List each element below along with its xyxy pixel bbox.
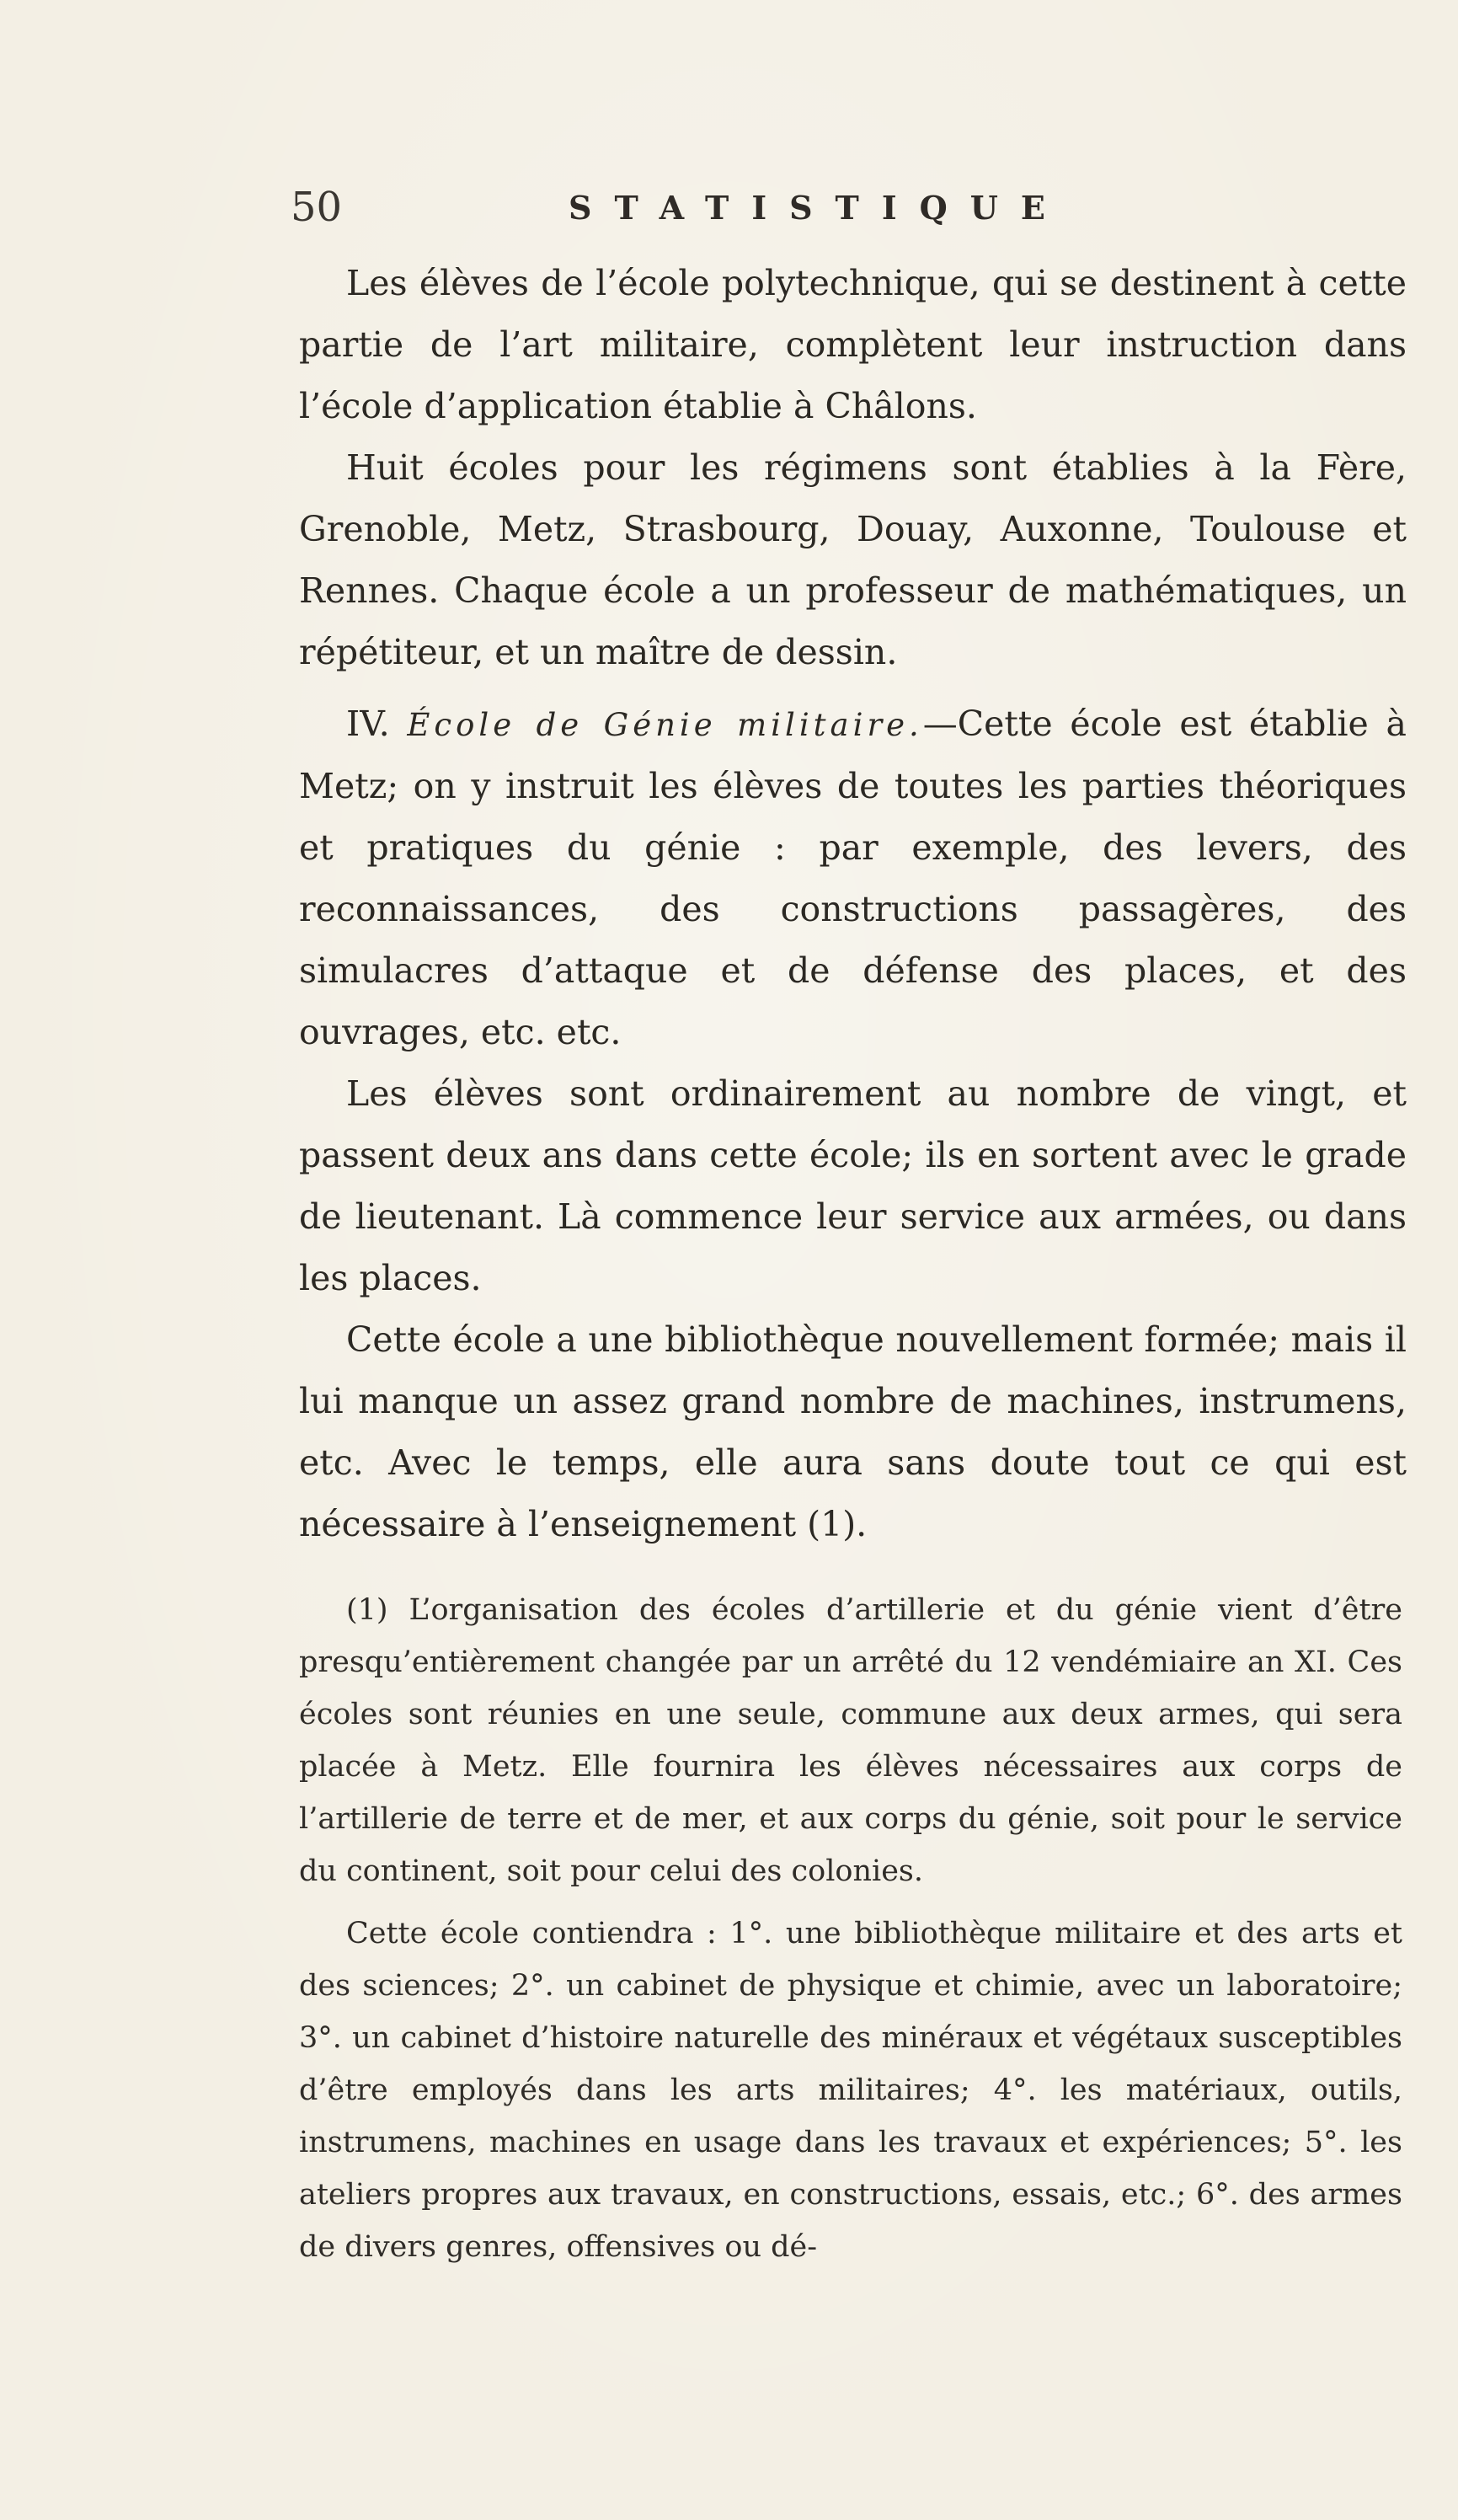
paragraph-genie-school	[299, 693, 1407, 1063]
footnote-1: (1) L’organisation des écoles d’artillerie et du génie vient d’être presqu’entièrement changée par un arrêté du 12 vendémiaire an XI. Ces écoles sont réunies en une seule, commune aux deux armes, qui sera placée à Metz. Elle fournira les élèves nécessaires aux corps de l’artillerie de terre et de mer, et aux corps du génie, soit pour le service du continent, soit pour celui des colonies.	[299, 1593, 1402, 1888]
footnotes	[299, 1584, 1402, 2273]
main-text	[299, 253, 1407, 1555]
paragraph-regimental-schools: Huit écoles pour les régimens sont établies à la Fère, Grenoble, Metz, Strasbourg, Douay, Auxonne, Toulouse et Rennes. Chaque école a un professeur de mathématiques, un répétiteur, et un maître de dessin.	[299, 447, 1407, 672]
running-head	[291, 184, 1419, 234]
section-heading: École de Génie militaire.	[407, 707, 923, 743]
running-title: STATISTIQUE	[569, 189, 1068, 227]
paragraph-students: Les élèves sont ordinairement au nombre de vingt, et passent deux ans dans cette école; ils en sortent avec le grade de lieutenant. Là commence leur service aux armées, ou dans les places.	[299, 1073, 1407, 1298]
section-number: IV.	[346, 704, 390, 744]
section-text: —Cette école est établie à Metz; on y instruit les élèves de toutes les parties théoriques et pratiques du génie : par exemple, des levers, des reconnaissances, des constructions passagères, des simulacres d’attaque et de défense des places, et des ouvrages, etc. etc.	[299, 704, 1407, 1052]
footnote-1-continuation: Cette école contiendra : 1°. une bibliothèque militaire et des arts et des sciences; 2°. un cabinet de physique et chimie, avec un laboratoire; 3°. un cabinet d’histoire naturelle des minéraux et végétaux susceptibles d’être employés dans les arts militaires; 4°. les matériaux, outils, instrumens, machines en usage dans les travaux et expériences; 5°. les ateliers propres aux travaux, en constructions, essais, etc.; 6°. des armes de divers genres, offensives ou dé-	[299, 1917, 1402, 2264]
paragraph-artillery-school: Les élèves de l’école polytechnique, qui se destinent à cette partie de l’art militaire, complètent leur instruction dans l’école d’application établie à Châlons.	[299, 263, 1407, 426]
paragraph-library: Cette école a une bibliothèque nouvellement formée; mais il lui manque un assez grand nombre de machines, instrumens, etc. Avec le temps, elle aura sans doute tout ce qui est nécessaire à l’enseignement (1).	[299, 1319, 1407, 1544]
page-number: 50	[291, 184, 343, 231]
